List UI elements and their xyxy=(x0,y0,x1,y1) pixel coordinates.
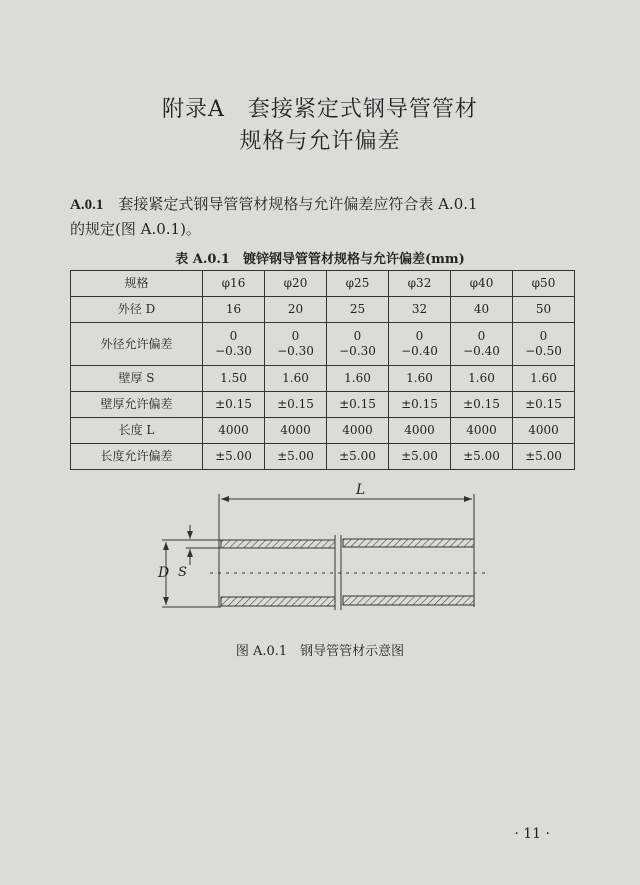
table-cell: 16 xyxy=(203,297,265,323)
table-cell: 1.60 xyxy=(265,366,327,392)
table-caption: 表 A.0.1 镀锌钢导管管材规格与允许偏差(mm) xyxy=(175,252,465,267)
table-cell: 4000 xyxy=(513,418,575,444)
table-cell: ±0.15 xyxy=(265,392,327,418)
row-label: 外径 D xyxy=(71,297,203,323)
table-cell: ±5.00 xyxy=(451,444,513,470)
table-cell: φ25 xyxy=(327,271,389,297)
appendix-title-line1: 附录A 套接紧定式钢导管管材 xyxy=(162,97,478,122)
page-number: · 11 · xyxy=(514,826,550,842)
table-row xyxy=(71,271,575,297)
table-cell: 0 −0.40 xyxy=(389,323,451,366)
table-cell: 0 −0.30 xyxy=(203,323,265,366)
table-cell: ±5.00 xyxy=(203,444,265,470)
table-cell: 1.50 xyxy=(203,366,265,392)
row-label: 长度允许偏差 xyxy=(71,444,203,470)
figure-caption: 图 A.0.1 钢导管管材示意图 xyxy=(235,644,405,659)
table-cell: ±0.15 xyxy=(327,392,389,418)
clause-text-1: 套接紧定式钢导管管材规格与允许偏差应符合表 A.0.1 xyxy=(118,195,478,213)
table-cell: ±5.00 xyxy=(513,444,575,470)
table-cell: 1.60 xyxy=(327,366,389,392)
table-row xyxy=(71,392,575,418)
table-cell: 4000 xyxy=(203,418,265,444)
table-row xyxy=(71,323,575,366)
table-cell: ±0.15 xyxy=(513,392,575,418)
table-cell: ±0.15 xyxy=(203,392,265,418)
table-cell: 1.60 xyxy=(513,366,575,392)
row-label: 壁厚 S xyxy=(71,366,203,392)
table-cell: 0 −0.40 xyxy=(451,323,513,366)
table-row xyxy=(71,297,575,323)
table-cell: 40 xyxy=(451,297,513,323)
row-label: 壁厚允许偏差 xyxy=(71,392,203,418)
table-cell: 1.60 xyxy=(451,366,513,392)
table-cell: 25 xyxy=(327,297,389,323)
appendix-title-line2: 规格与允许偏差 xyxy=(239,129,401,154)
clause-text-2: 的规定(图 A.0.1)。 xyxy=(70,220,201,238)
table-cell: ±5.00 xyxy=(389,444,451,470)
row-label: 规格 xyxy=(71,271,203,297)
table-row xyxy=(71,444,575,470)
table-cell: 1.60 xyxy=(389,366,451,392)
row-label: 外径允许偏差 xyxy=(71,323,203,366)
table-cell: ±5.00 xyxy=(265,444,327,470)
spec-table xyxy=(70,270,575,470)
table-cell: 20 xyxy=(265,297,327,323)
table-cell: 4000 xyxy=(265,418,327,444)
table-cell: 32 xyxy=(389,297,451,323)
clause-number: A.0.1 xyxy=(70,197,104,213)
table-cell: 50 xyxy=(513,297,575,323)
label-S: S xyxy=(178,565,187,580)
table-cell: 0 −0.30 xyxy=(265,323,327,366)
table-cell: 0 −0.50 xyxy=(513,323,575,366)
row-label: 长度 L xyxy=(71,418,203,444)
table-cell: φ20 xyxy=(265,271,327,297)
table-cell: φ50 xyxy=(513,271,575,297)
table-row xyxy=(71,418,575,444)
table-cell: 4000 xyxy=(389,418,451,444)
label-D: D xyxy=(158,565,170,581)
table-row xyxy=(71,366,575,392)
table-cell: ±5.00 xyxy=(327,444,389,470)
table-cell: ±0.15 xyxy=(389,392,451,418)
table-cell: φ32 xyxy=(389,271,451,297)
table-cell: 0 −0.30 xyxy=(327,323,389,366)
table-cell: 4000 xyxy=(451,418,513,444)
label-L: L xyxy=(356,482,366,498)
table-cell: φ40 xyxy=(451,271,513,297)
table-cell: 4000 xyxy=(327,418,389,444)
clause-paragraph xyxy=(70,192,580,241)
table-cell: ±0.15 xyxy=(451,392,513,418)
table-cell: φ16 xyxy=(203,271,265,297)
pipe-diagram xyxy=(0,480,640,630)
